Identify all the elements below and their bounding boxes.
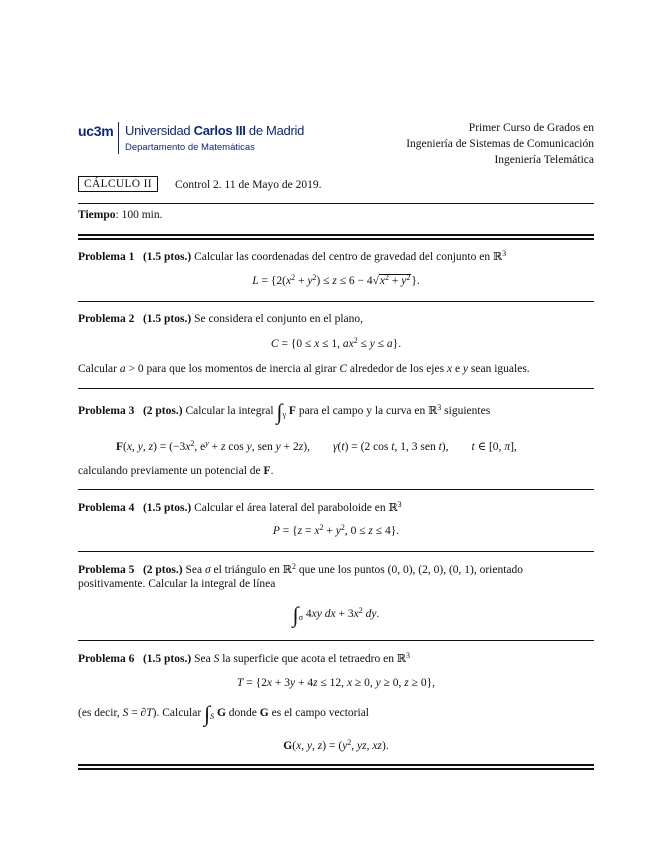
- problem-3-equation: F(x, y, $z) = (-3x^2$, $e^y + z$ cos y, sen y + 2z), γ(t) = (2 cos t, 1, 3 sen t), t ∈ [0, π],: [116, 439, 517, 453]
- course-info: [406, 120, 594, 168]
- problem-1-statement: Problema 1 (1.5 ptos.) Calcular las coordenadas del centro de gravedad del conjunto en ℝ$^3$: [78, 249, 507, 263]
- problem-3-points: (2 ptos.): [142, 405, 183, 417]
- exam-header: [78, 176, 594, 196]
- problem-1-equation: $L = \{2(x^2 + y^2) \le z \le 6 - 4√x^2 + y^2\}$.: [252, 273, 420, 287]
- problem-6-equation: T = {2x + 3y + 4z ≤ 12, x ≥ 0, y ≥ 0, z ≥ 0},: [237, 677, 435, 689]
- problem-3-title: Problema 3: [78, 405, 135, 417]
- double-divider-bottom: [78, 768, 594, 770]
- logo-divider: [118, 122, 119, 154]
- double-divider-bottom: [78, 238, 594, 240]
- problem-6-statement: Problema 6 (1.5 ptos.) Sea S la superficie que acota el tetraedro en ℝ$^3$: [78, 651, 410, 665]
- divider: [78, 301, 594, 302]
- problem-6-field: G(x, y, $z) = (y^2$, yz, xz).: [283, 738, 389, 752]
- logo-university: Universidad Carlos III de Madrid: [125, 123, 304, 138]
- problem-5-title: Problema 5: [78, 564, 135, 576]
- double-divider-top: [78, 234, 594, 236]
- problem-2-question: Calcular a > 0 para que los momentos de inercia al girar C alrededor de los ejes x e y sean iguales.: [78, 363, 530, 375]
- problem-3-question: calculando previamente un potencial de F.: [78, 465, 274, 477]
- problem-2-title: Problema 2: [78, 313, 135, 325]
- problem-4-statement: Problema 4 (1.5 ptos.) Calcular el área lateral del paraboloide en ℝ$^3$: [78, 500, 402, 514]
- exam-title: Control 2. 11 de Mayo de 2019.: [175, 179, 322, 191]
- course-line: Ingeniería de Sistemas de Comunicación: [406, 138, 594, 150]
- course-line: Primer Curso de Grados en: [468, 122, 594, 134]
- problem-4-equation: $P = \{z = x^2 + y^2$, 0 ≤ z ≤ 4}.: [272, 523, 400, 537]
- course-line: Ingeniería Telemática: [494, 154, 594, 166]
- problem-3-statement: Problema 3 (2 ptos.) Calcular la integral $\int_\gamma$ F para el campo y la curva en ℝ$^3$ siguientes: [78, 399, 491, 424]
- divider: [78, 640, 594, 641]
- problem-2-equation: C = {0 ≤ x ≤ 1, $ax^2 \le y \le a$}.: [270, 336, 402, 350]
- problem-5-question: positivamente. Calcular la integral de línea: [78, 578, 276, 590]
- logo-department: Departamento de Matemáticas: [125, 142, 255, 153]
- problem-2-statement: Problema 2 (1.5 ptos.) Se considera el conjunto en el plano,: [78, 313, 364, 325]
- problem-6-title: Problema 6: [78, 653, 135, 665]
- divider: [78, 551, 594, 552]
- double-divider-top: [78, 764, 594, 766]
- subject-box: CÁLCULO II: [78, 176, 158, 192]
- problem-2-points: (1.5 ptos.): [142, 313, 192, 325]
- divider: [78, 388, 594, 389]
- problem-4-points: (1.5 ptos.): [142, 502, 192, 514]
- problem-4-title: Problema 4: [78, 502, 135, 514]
- problem-5-statement: Problema 5 (2 ptos.) Sea σ el triángulo en ℝ$^2$ que une los puntos (0, 0), (2, 0), (0, 1), orientado: [78, 562, 524, 576]
- problem-6-question: (es decir, S = ∂T). Calcular $\int_S$ G donde G es el campo vectorial: [78, 701, 369, 726]
- problem-5-points: (2 ptos.): [142, 564, 183, 576]
- problem-1-title: Problema 1: [78, 251, 135, 263]
- problem-5-equation: $\int_\sigma$ 4xy dx + $3x^2$ dy.: [292, 602, 380, 627]
- time-limit: Tiempo: 100 min.: [78, 209, 163, 221]
- divider: [78, 203, 594, 204]
- problem-1-points: (1.5 ptos.): [142, 251, 192, 263]
- divider: [78, 489, 594, 490]
- logo-short: uc3m: [78, 123, 114, 139]
- problem-6-points: (1.5 ptos.): [142, 653, 192, 665]
